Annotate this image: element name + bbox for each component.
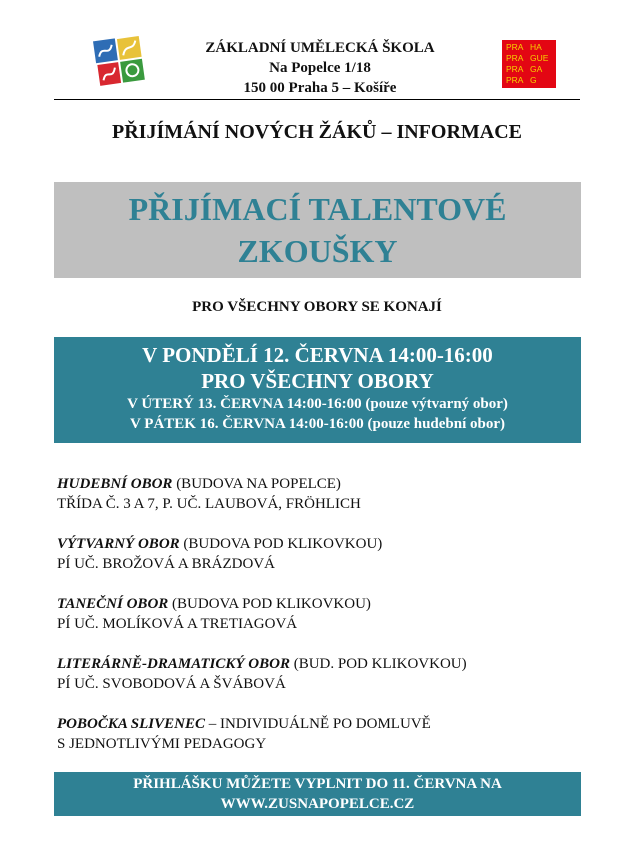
department-place: – INDIVIDUÁLNĚ PO DOMLUVĚ (204, 716, 431, 732)
department-name: TANEČNÍ OBOR (57, 596, 169, 612)
konaji-subtitle: PRO VŠECHNY OBORY SE KONAJÍ (192, 299, 442, 315)
main-date-scope: PRO VŠECHNY OBORY (201, 369, 434, 393)
department-drama (57, 654, 467, 694)
department-name: VÝTVARNÝ OBOR (57, 536, 180, 552)
exam-dates-box (54, 337, 581, 443)
department-name: POBOČKA SLIVENEC (57, 716, 205, 732)
department-detail: PÍ UČ. BROŽOVÁ A BRÁZDOVÁ (57, 556, 275, 572)
department-slivenec (57, 714, 431, 754)
department-heading (57, 654, 467, 674)
department-place: (BUDOVA POD KLIKOVKOU) (168, 596, 371, 612)
school-name: ZÁKLADNÍ UMĚLECKÁ ŠKOLA (205, 40, 435, 56)
application-box (54, 772, 581, 816)
department-music (57, 474, 361, 514)
praha-logo-row: PRA GA (506, 64, 543, 74)
department-detail: PÍ UČ. MOLÍKOVÁ A TRETIAGOVÁ (57, 616, 298, 632)
department-dance (57, 594, 371, 634)
school-city: 150 00 Praha 5 – Košíře (243, 80, 397, 96)
department-detail: PÍ UČ. SVOBODOVÁ A ŠVÁBOVÁ (57, 676, 286, 692)
department-name: HUDEBNÍ OBOR (57, 476, 173, 492)
praha-logo-row: PRA HA (506, 42, 542, 52)
department-heading (57, 534, 382, 554)
school-address (170, 38, 470, 98)
department-art (57, 534, 382, 574)
department-heading (57, 714, 431, 734)
department-detail: TŘÍDA Č. 3 A 7, P. UČ. LAUBOVÁ, FRÖHLICH (57, 496, 361, 512)
department-place: (BUDOVA NA POPELCE) (172, 476, 341, 492)
apply-text: PŘIHLÁŠKU MŮŽETE VYPLNIT DO 11. ČERVNA NA (133, 776, 502, 792)
header-divider (54, 99, 580, 100)
main-date: V PONDĚLÍ 12. ČERVNA 14:00-16:00 (142, 343, 493, 367)
department-heading (57, 594, 371, 614)
school-street: Na Popelce 1/18 (269, 60, 371, 76)
department-name: LITERÁRNĚ-DRAMATICKÝ OBOR (57, 656, 290, 672)
school-logo (92, 34, 146, 88)
praha-logo-row: PRA G (506, 75, 537, 85)
department-heading (57, 474, 361, 494)
talent-exam-title (54, 182, 581, 278)
praha-logo-row: PRA GUE (506, 53, 549, 63)
talent-title-line1: PŘIJÍMACÍ TALENTOVÉ (128, 191, 507, 227)
apply-website-link[interactable]: WWW.ZUSNAPOPELCE.CZ (220, 796, 415, 812)
info-title: PŘIJÍMÁNÍ NOVÝCH ŽÁKŮ – INFORMACE (112, 121, 522, 143)
praha-logo (502, 40, 556, 88)
department-place: (BUD. POD KLIKOVKOU) (289, 656, 467, 672)
department-place: (BUDOVA POD KLIKOVKOU) (179, 536, 383, 552)
extra-date-art: V ÚTERÝ 13. ČERVNA 14:00-16:00 (pouze výtvarný obor) (127, 396, 508, 412)
department-detail: S JEDNOTLIVÝMI PEDAGOGY (57, 736, 267, 752)
extra-date-music: V PÁTEK 16. ČERVNA 14:00-16:00 (pouze hudební obor) (129, 416, 506, 432)
talent-title-line2: ZKOUŠKY (237, 233, 398, 269)
